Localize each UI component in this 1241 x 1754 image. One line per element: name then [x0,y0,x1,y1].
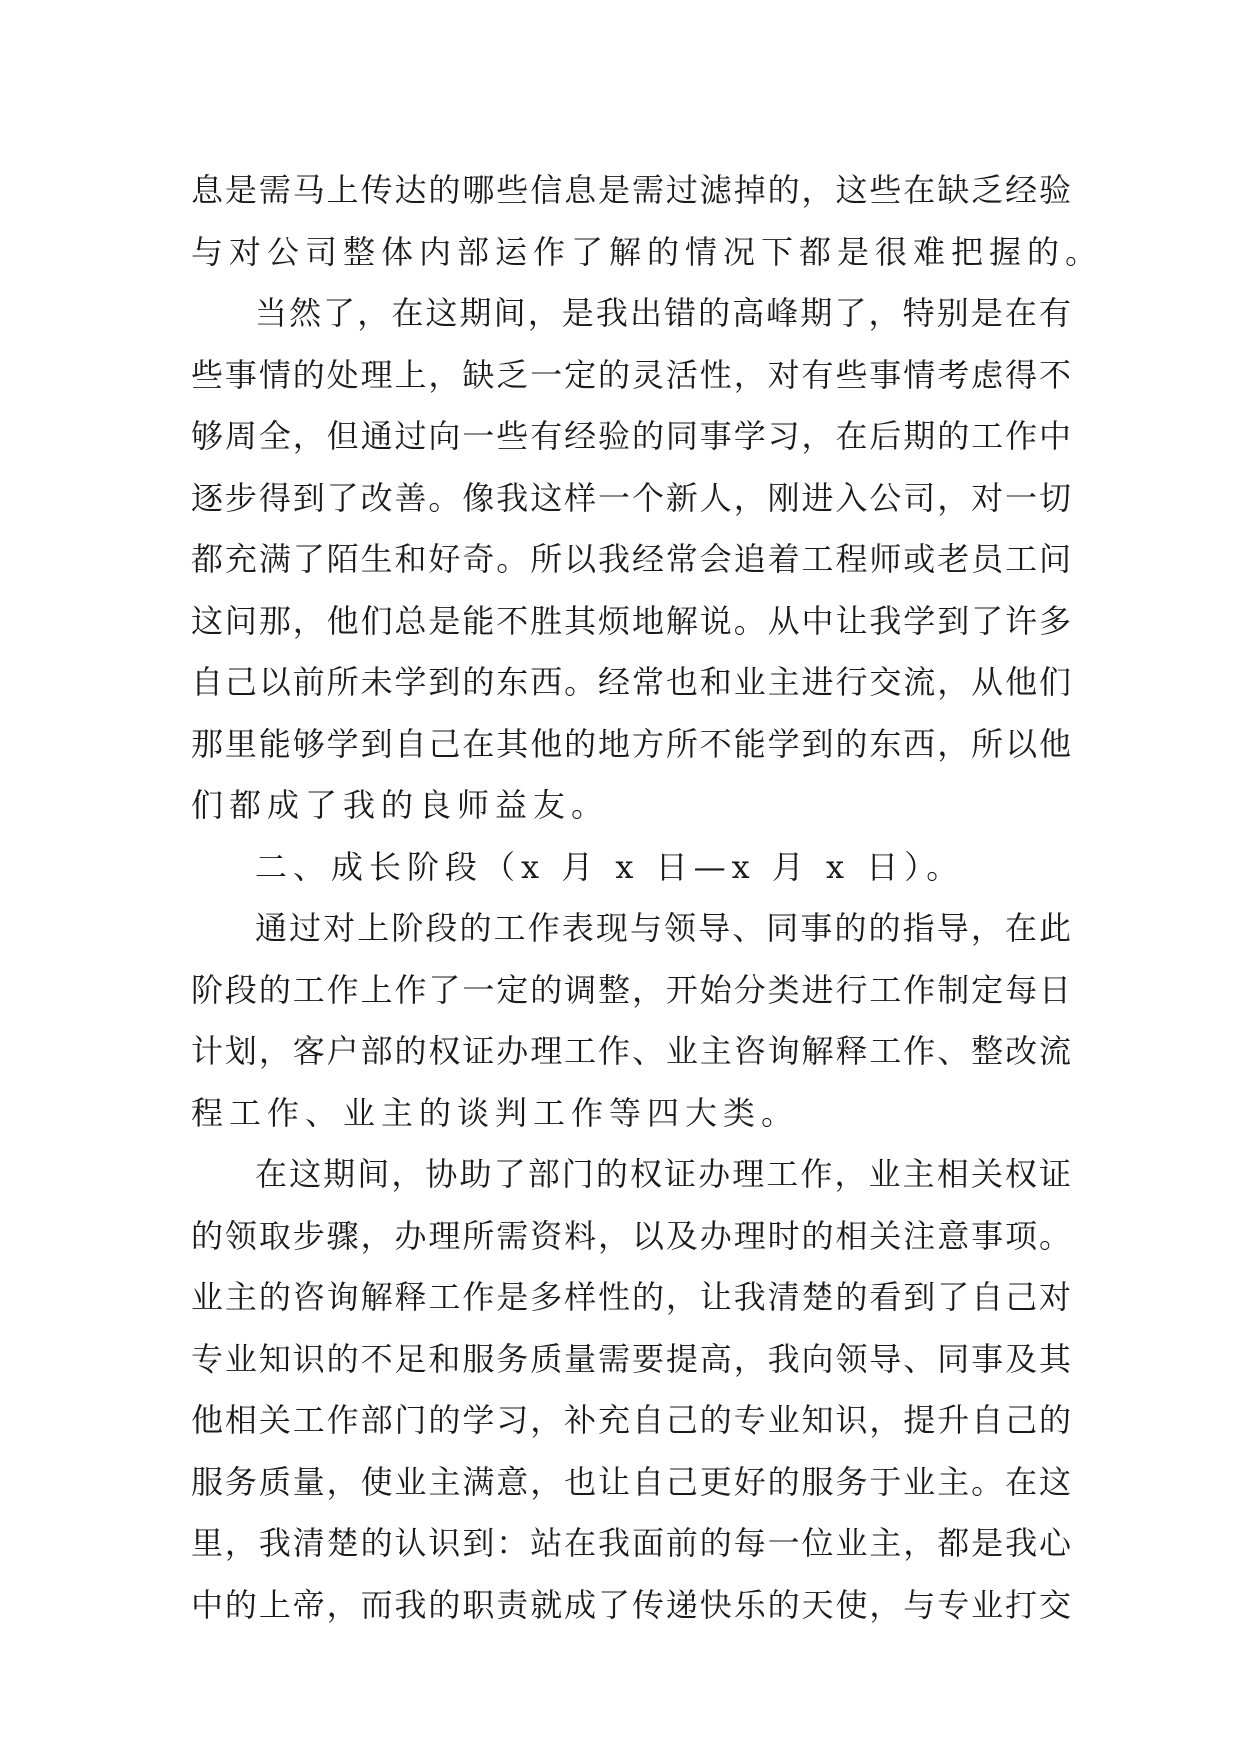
text-line: 当然了，在这期间，是我出错的高峰期了，特别是在有 [255,294,1071,332]
text-line: 阶段的工作上作了一定的调整，开始分类进行工作制定每日 [191,970,1071,1009]
text-line: 些事情的处理上，缺乏一定的灵活性，对有些事情考虑得不 [191,355,1071,394]
text-line: 计划，客户部的权证办理工作、业主咨询解释工作、整改流 [191,1032,1071,1070]
text-line: 通过对上阶段的工作表现与领导、同事的的指导，在此 [255,909,1071,947]
text-line: 们都成了我的良师益友。 [191,786,610,824]
text-line: 服务质量，使业主满意，也让自己更好的服务于业主。在这 [191,1462,1071,1501]
section-heading: 二、成长阶段（x 月 x 日—x 月 x 日）。 [255,847,965,886]
text-line: 业主的咨询解释工作是多样性的，让我清楚的看到了自己对 [191,1278,1071,1316]
text-line: 都充满了陌生和好奇。所以我经常会追着工程师或老员工问 [191,540,1071,578]
text-line: 这问那，他们总是能不胜其烦地解说。从中让我学到了许多 [191,601,1071,640]
text-line: 在这期间，协助了部门的权证办理工作，业主相关权证 [255,1155,1071,1193]
text-line: 息是需马上传达的哪些信息是需过滤掉的，这些在缺乏经验 [191,171,1071,209]
text-line: 的领取步骤，办理所需资料，以及办理时的相关注意事项。 [191,1216,1071,1255]
text-line: 与对公司整体内部运作了解的情况下都是很难把握的。 [191,232,1104,271]
text-line: 够周全，但通过向一些有经验的同事学习，在后期的工作中 [191,417,1071,455]
text-line: 里，我清楚的认识到：站在我面前的每一位业主，都是我心 [191,1524,1071,1562]
text-line: 自己以前所未学到的东西。经常也和业主进行交流，从他们 [191,663,1071,701]
text-line: 专业知识的不足和服务质量需要提高，我向领导、同事及其 [191,1339,1071,1378]
text-line: 逐步得到了改善。像我这样一个新人，刚进入公司，对一切 [191,478,1071,517]
text-line: 程工作、业主的谈判工作等四大类。 [191,1093,800,1132]
text-line: 那里能够学到自己在其他的地方所不能学到的东西，所以他 [191,724,1071,763]
text-line: 他相关工作部门的学习，补充自己的专业知识，提升自己的 [191,1401,1071,1439]
text-line: 中的上帝，而我的职责就成了传递快乐的天使，与专业打交 [191,1585,1071,1624]
body-text [191,160,1104,1636]
